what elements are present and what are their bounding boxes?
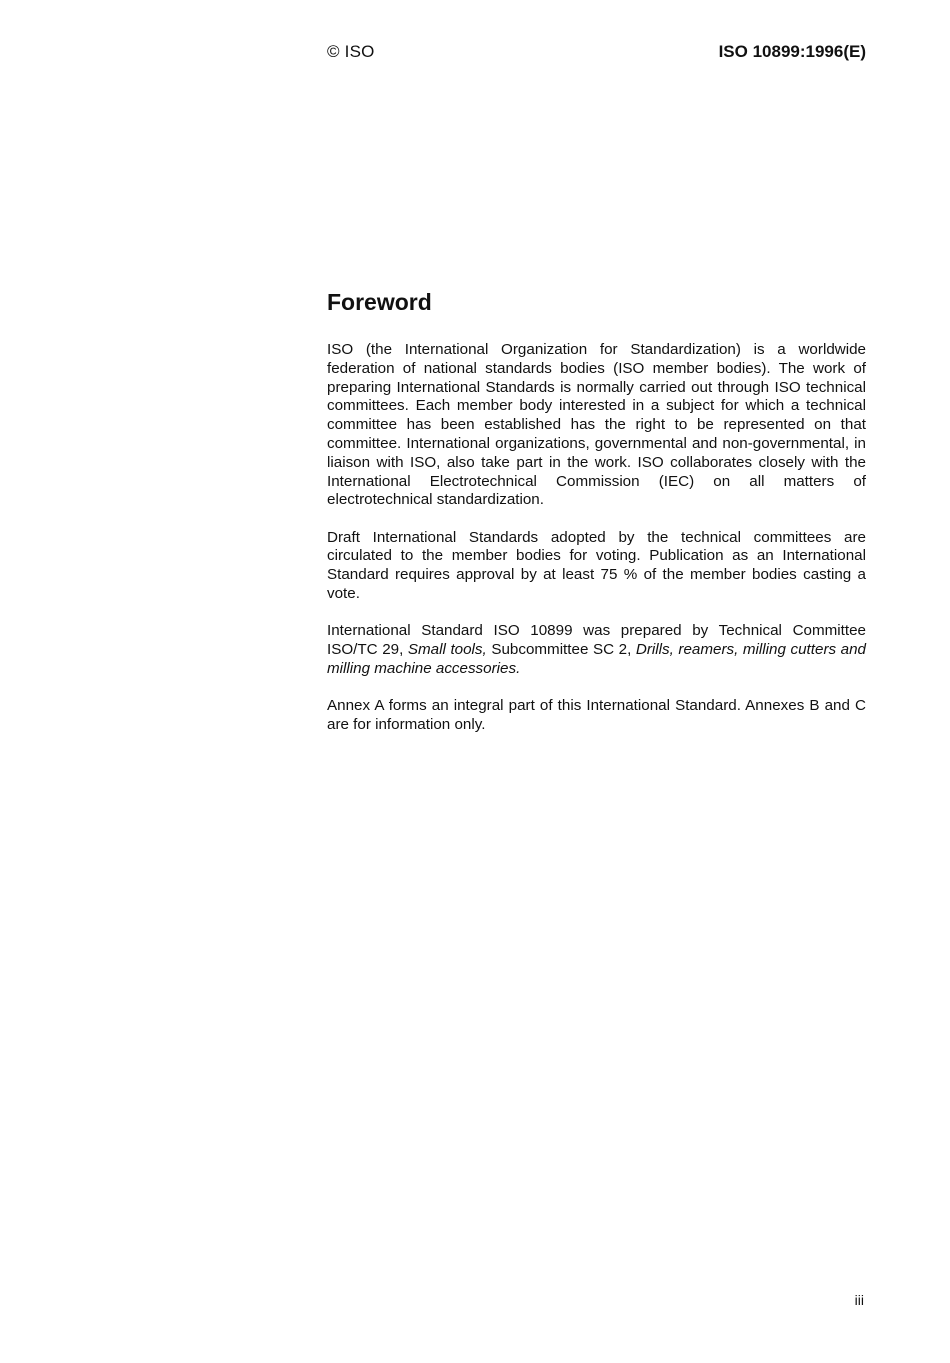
foreword-body (327, 341, 866, 753)
paragraph-iso-description: ISO (the International Organization for Standardization) is a worldwide federation of national standards bodies (ISO member bodies). The work of preparing International Standards is normally carried out through ISO technical committees. Each member body interested in a subject for which a technical committee has been established has the right to be represented on that committee. International organizations, governmental and non-governmental, in liaison with ISO, also take part in the work. ISO collaborates closely with the International Electrotechnical Commission (IEC) on all matters of electrotechnical standardization. (327, 341, 866, 509)
copyright-header: © ISO (327, 42, 375, 61)
preparation-text-1: International Standard ISO 10899 was prepared by Technical Committee ISO/TC 29, (327, 622, 866, 659)
page-number: iii (854, 1292, 864, 1308)
preparation-text-2: Subcommittee SC 2, (486, 641, 636, 659)
paragraph-draft-standards: Draft International Standards adopted by the technical committees are circulated to the member bodies for voting. Publication as an International Standard requires approval by at least 75 % of the member bodies casting a vote. (327, 528, 866, 603)
page-title: Foreword (327, 289, 432, 315)
committee-name-italic: Small tools, (407, 641, 487, 659)
subcommittee-name-italic: Drills, reamers, milling cutters and milling machine accessories. (327, 641, 867, 677)
paragraph-annexes: Annex A forms an integral part of this International Standard. Annexes B and C are for information only. (327, 697, 866, 734)
standard-id-header: ISO 10899:1996(E) (718, 42, 866, 61)
paragraph-preparation (327, 622, 866, 678)
